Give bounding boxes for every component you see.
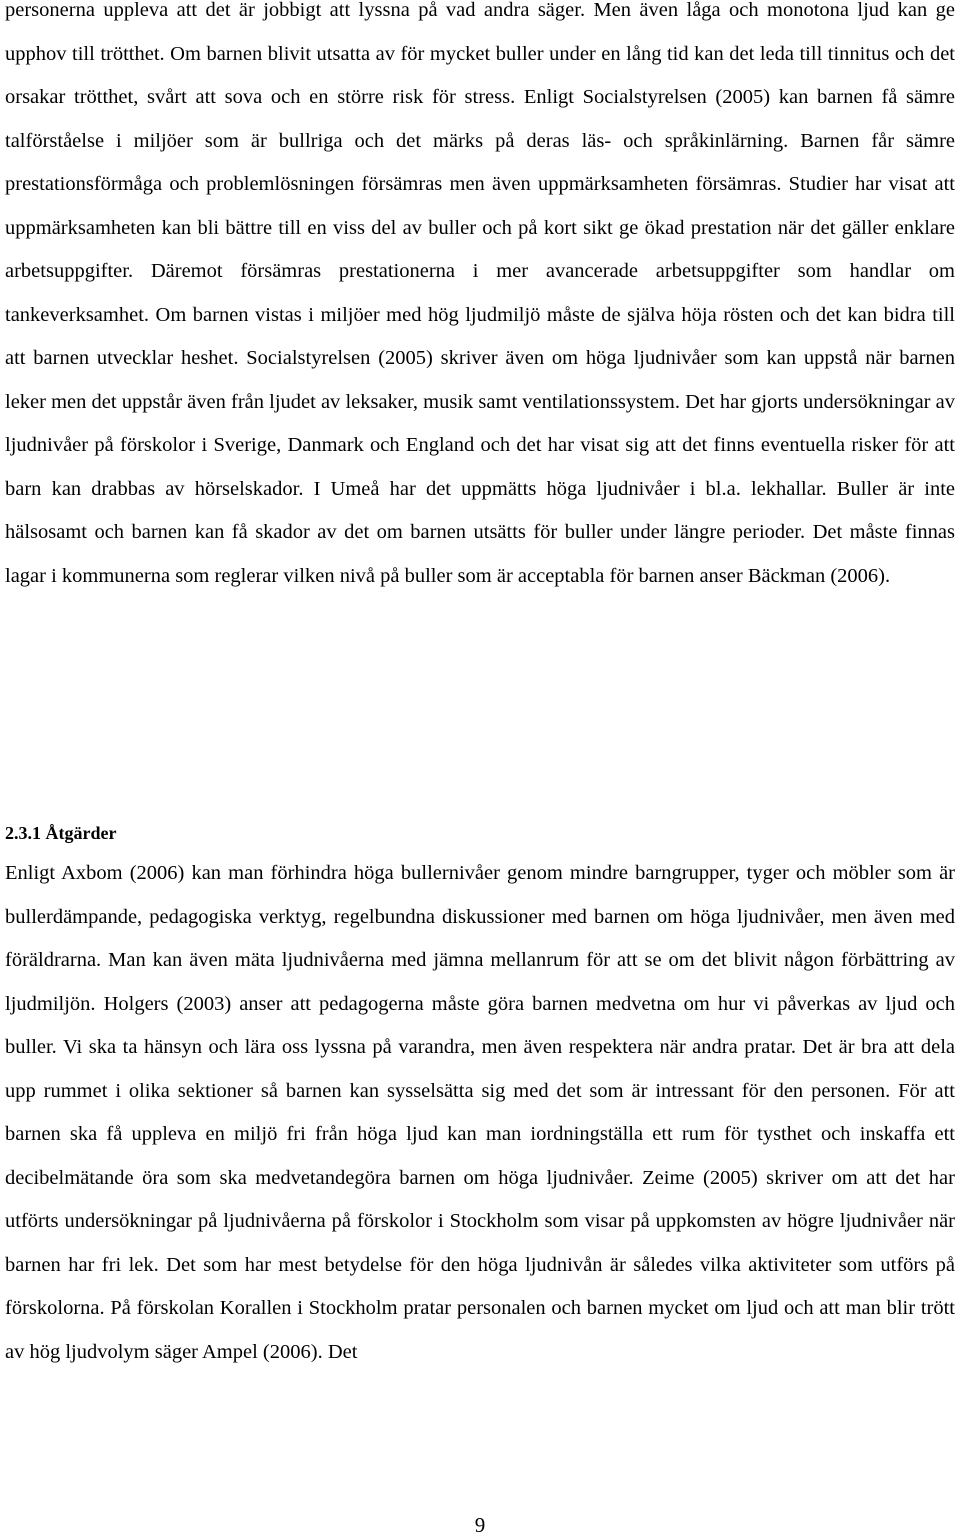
page-number: 9 [474,1513,486,1537]
section-heading: 2.3.1 Åtgärder [5,823,117,843]
body-paragraph-1: personerna uppleva att det är jobbigt att lyssna på vad andra säger. Men även låga och monotona ljud kan ge upphov till trötthet. Om barnen blivit utsatta av för mycket buller under en lång tid kan det leda till tinnitus och det orsakar trötthet, svårt att sova och en större risk för stress. Enligt Socialstyrelsen (2005) kan barnen få sämre talförståelse i miljöer som är bullriga och det märks på deras läs- och språkinlärning. Barnen får sämre prestationsförmåga och problemlösningen försämras men även uppmärksamheten försämras. Studier har visat att uppmärksamheten kan bli bättre till en viss del av buller och på kort sikt ge ökad prestation när det gäller enklare arbetsuppgifter. Däremot försämras prestationerna i mer avancerade arbetsuppgifter som handlar om tankeverksamhet. Om barnen vistas i miljöer med hög ljudmiljö måste de själva höja rösten och det kan bidra till att barnen utvecklar heshet. Socialstyrelsen (2005) skriver även om höga ljudnivåer som kan uppstå när barnen leker men det uppstår även från ljudet av leksaker, musik samt ventilationssystem. Det har gjorts undersökningar av ljudnivåer på förskolor i Sverige, Danmark och England och det har visat sig att det finns eventuella risker för att barn kan drabbas av hörselskador. I Umeå har det uppmätts höga ljudnivåer i bl.a. lekhallar. Buller är inte hälsosamt och barnen kan få skador av det om barnen utsätts för buller under längre perioder. Det måste finnas lagar i kommunerna som reglerar vilken nivå på buller som är acceptabla för barnen anser Bäckman (2006). [5,0,955,587]
body-paragraph-2: Enligt Axbom (2006) kan man förhindra höga bullernivåer genom mindre barngrupper, tyger och möbler som är bullerdämpande, pedagogiska verktyg, regelbundna diskussioner med barnen om höga ljudnivåer, men även med föräldrarna. Man kan även mäta ljudnivåerna med jämna mellanrum för att se om det blivit någon förbättring av ljudmiljön. Holgers (2003) anser att pedagogerna måste göra barnen medvetna om hur vi påverkas av ljud och buller. Vi ska ta hänsyn och lära oss lyssna på varandra, men även respektera när andra pratar. Det är bra att dela upp rummet i olika sektioner så barnen kan sysselsätta sig med det som är intressant för den personen. För att barnen ska få uppleva en miljö fri från höga ljud kan man iordningställa ett rum för tysthet och inskaffa ett decibelmätande öra som ska medvetandegöra barnen om höga ljudnivåer. Zeime (2005) skriver om att det har utförts undersökningar på ljudnivåerna på förskolor i Stockholm som visar på uppkomsten av högre ljudnivåer när barnen har fri lek. Det som har mest betydelse för den höga ljudnivån är således vilka aktiviteter som utförs på förskolorna. På förskolan Korallen i Stockholm pratar personalen och barnen mycket om ljud och att man blir trött av hög ljudvolym säger Ampel (2006). Det [5,862,955,1363]
